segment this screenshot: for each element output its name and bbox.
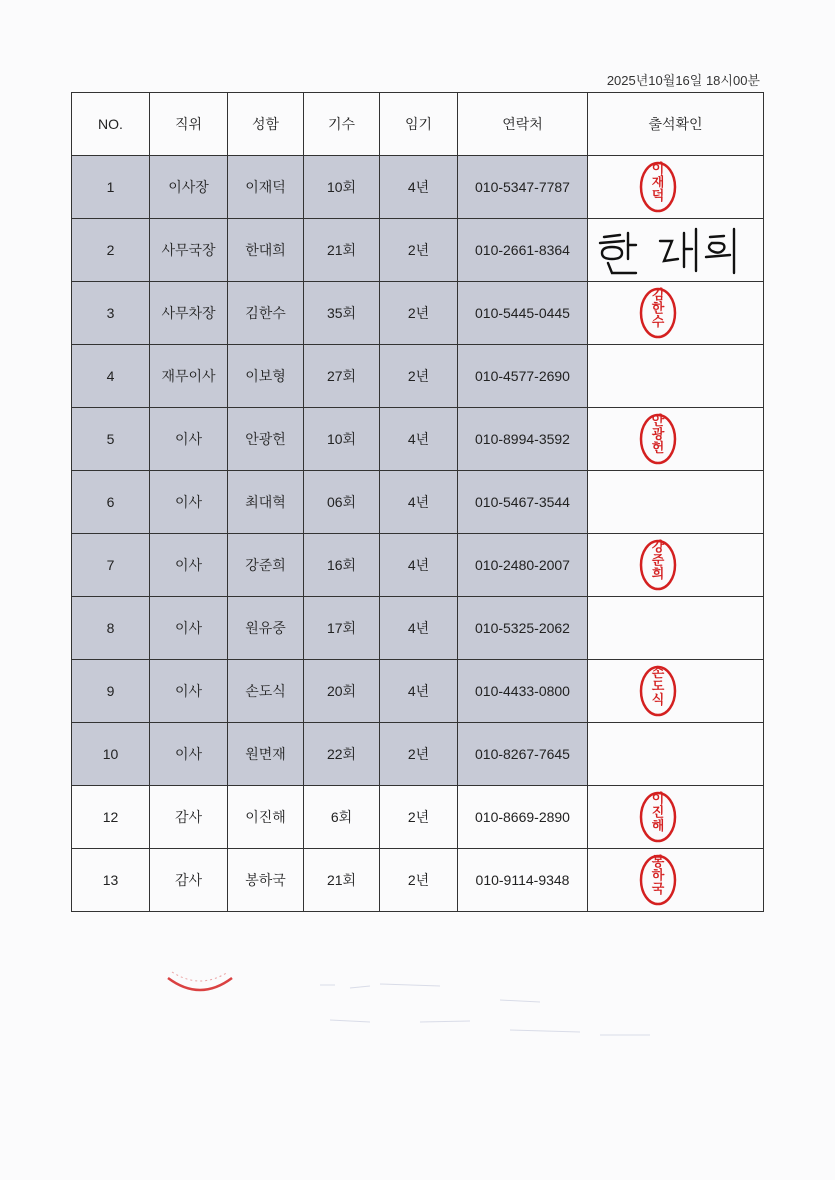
svg-text:하: 하 (651, 868, 665, 884)
col-header-name: 성함 (228, 93, 304, 156)
cell-attendance (588, 219, 764, 282)
cell-position: 재무이사 (150, 345, 228, 408)
cell-term: 2년 (380, 786, 458, 849)
table-row (72, 660, 764, 723)
cell-name: 원면재 (228, 723, 304, 786)
cell-name: 한대희 (228, 219, 304, 282)
cell-position: 이사장 (150, 156, 228, 219)
cell-name: 이재덕 (228, 156, 304, 219)
cell-attendance (588, 345, 764, 408)
cell-cohort: 16회 (304, 534, 380, 597)
cell-attendance (588, 723, 764, 786)
seal-stamp (588, 408, 764, 470)
col-header-cohort: 기수 (304, 93, 380, 156)
cell-attendance (588, 597, 764, 660)
cell-name: 안광헌 (228, 408, 304, 471)
svg-text:안: 안 (651, 414, 665, 429)
cell-cohort: 27회 (304, 345, 380, 408)
table-row (72, 534, 764, 597)
cell-phone: 010-5445-0445 (458, 282, 588, 345)
cell-attendance (588, 534, 764, 597)
cell-term: 2년 (380, 219, 458, 282)
cell-phone: 010-9114-9348 (458, 849, 588, 912)
svg-text:손: 손 (651, 666, 665, 681)
cell-cohort: 20회 (304, 660, 380, 723)
cell-term: 2년 (380, 723, 458, 786)
cell-name: 강준희 (228, 534, 304, 597)
cell-position: 이사 (150, 597, 228, 660)
cell-no: 4 (72, 345, 150, 408)
cell-cohort: 17회 (304, 597, 380, 660)
cell-cohort: 6회 (304, 786, 380, 849)
svg-text:김: 김 (651, 288, 665, 303)
svg-text:해: 해 (651, 819, 665, 834)
seal-stamp (588, 156, 764, 218)
cell-no: 9 (72, 660, 150, 723)
svg-text:봉: 봉 (651, 855, 665, 870)
col-header-term: 임기 (380, 93, 458, 156)
svg-text:강: 강 (651, 540, 665, 555)
cell-name: 봉하국 (228, 849, 304, 912)
table-row (72, 723, 764, 786)
cell-phone: 010-5347-7787 (458, 156, 588, 219)
cell-cohort: 35회 (304, 282, 380, 345)
cell-name: 원유중 (228, 597, 304, 660)
table-row (72, 156, 764, 219)
cell-attendance (588, 471, 764, 534)
cell-attendance (588, 786, 764, 849)
cell-name: 이보형 (228, 345, 304, 408)
cell-position: 사무국장 (150, 219, 228, 282)
table-row (72, 597, 764, 660)
cell-attendance (588, 156, 764, 219)
table-row (72, 471, 764, 534)
svg-text:식: 식 (651, 693, 665, 708)
col-header-attendance: 출석확인 (588, 93, 764, 156)
svg-text:한: 한 (651, 301, 665, 317)
seal-stamp (588, 786, 764, 848)
col-header-no: NO. (72, 93, 150, 156)
cell-name: 최대혁 (228, 471, 304, 534)
col-header-phone: 연락처 (458, 93, 588, 156)
cell-no: 8 (72, 597, 150, 660)
table-header-row (72, 93, 764, 156)
svg-text:재: 재 (651, 175, 665, 191)
cell-term: 4년 (380, 660, 458, 723)
table-row (72, 849, 764, 912)
cell-phone: 010-5467-3544 (458, 471, 588, 534)
seal-stamp (588, 534, 764, 596)
cell-no: 10 (72, 723, 150, 786)
cell-cohort: 10회 (304, 156, 380, 219)
svg-text:수: 수 (651, 315, 665, 330)
svg-text:헌: 헌 (651, 441, 665, 456)
cell-attendance (588, 282, 764, 345)
cell-cohort: 22회 (304, 723, 380, 786)
cell-attendance (588, 849, 764, 912)
seal-stamp (588, 660, 764, 722)
table-row (72, 408, 764, 471)
cell-position: 이사 (150, 534, 228, 597)
cell-no: 7 (72, 534, 150, 597)
faded-bleed-marks (320, 984, 650, 1035)
cell-no: 13 (72, 849, 150, 912)
cell-term: 4년 (380, 408, 458, 471)
cell-term: 4년 (380, 471, 458, 534)
cell-phone: 010-8669-2890 (458, 786, 588, 849)
svg-text:이: 이 (651, 162, 665, 177)
cell-cohort: 21회 (304, 219, 380, 282)
cell-cohort: 10회 (304, 408, 380, 471)
cell-phone: 010-8994-3592 (458, 408, 588, 471)
seal-stamp (588, 849, 764, 911)
svg-text:덕: 덕 (651, 189, 665, 204)
cell-cohort: 06회 (304, 471, 380, 534)
cell-position: 이사 (150, 723, 228, 786)
table-row (72, 786, 764, 849)
cell-position: 감사 (150, 786, 228, 849)
cell-no: 2 (72, 219, 150, 282)
cell-phone: 010-4433-0800 (458, 660, 588, 723)
cell-no: 5 (72, 408, 150, 471)
attendance-table (71, 92, 764, 912)
cell-name: 김한수 (228, 282, 304, 345)
cell-no: 1 (72, 156, 150, 219)
svg-text:이: 이 (651, 792, 665, 807)
table-body (72, 156, 764, 912)
cell-position: 이사 (150, 408, 228, 471)
cell-term: 2년 (380, 345, 458, 408)
cell-position: 이사 (150, 471, 228, 534)
cell-phone: 010-4577-2690 (458, 345, 588, 408)
partial-seal-mark (168, 978, 232, 990)
svg-text:희: 희 (651, 567, 665, 582)
cell-term: 2년 (380, 282, 458, 345)
handwritten-signature (582, 219, 782, 281)
svg-text:국: 국 (651, 882, 665, 897)
svg-text:도: 도 (651, 679, 665, 695)
cell-term: 4년 (380, 597, 458, 660)
svg-text:진: 진 (651, 805, 665, 821)
cell-position: 감사 (150, 849, 228, 912)
cell-position: 이사 (150, 660, 228, 723)
cell-term: 4년 (380, 534, 458, 597)
cell-term: 2년 (380, 849, 458, 912)
svg-text:광: 광 (651, 427, 665, 443)
table-row (72, 282, 764, 345)
cell-term: 4년 (380, 156, 458, 219)
cell-no: 6 (72, 471, 150, 534)
seal-stamp (588, 282, 764, 344)
cell-attendance (588, 660, 764, 723)
cell-position: 사무차장 (150, 282, 228, 345)
col-header-position: 직위 (150, 93, 228, 156)
cell-name: 손도식 (228, 660, 304, 723)
cell-phone: 010-5325-2062 (458, 597, 588, 660)
cell-attendance (588, 408, 764, 471)
cell-phone: 010-2661-8364 (458, 219, 588, 282)
cell-phone: 010-8267-7645 (458, 723, 588, 786)
cell-no: 3 (72, 282, 150, 345)
cell-cohort: 21회 (304, 849, 380, 912)
svg-text:준: 준 (651, 553, 665, 569)
table-row (72, 219, 764, 282)
cell-no: 12 (72, 786, 150, 849)
meeting-datetime: 2025년10월16일 18시00분 (606, 73, 760, 88)
cell-name: 이진해 (228, 786, 304, 849)
cell-phone: 010-2480-2007 (458, 534, 588, 597)
table-row (72, 345, 764, 408)
